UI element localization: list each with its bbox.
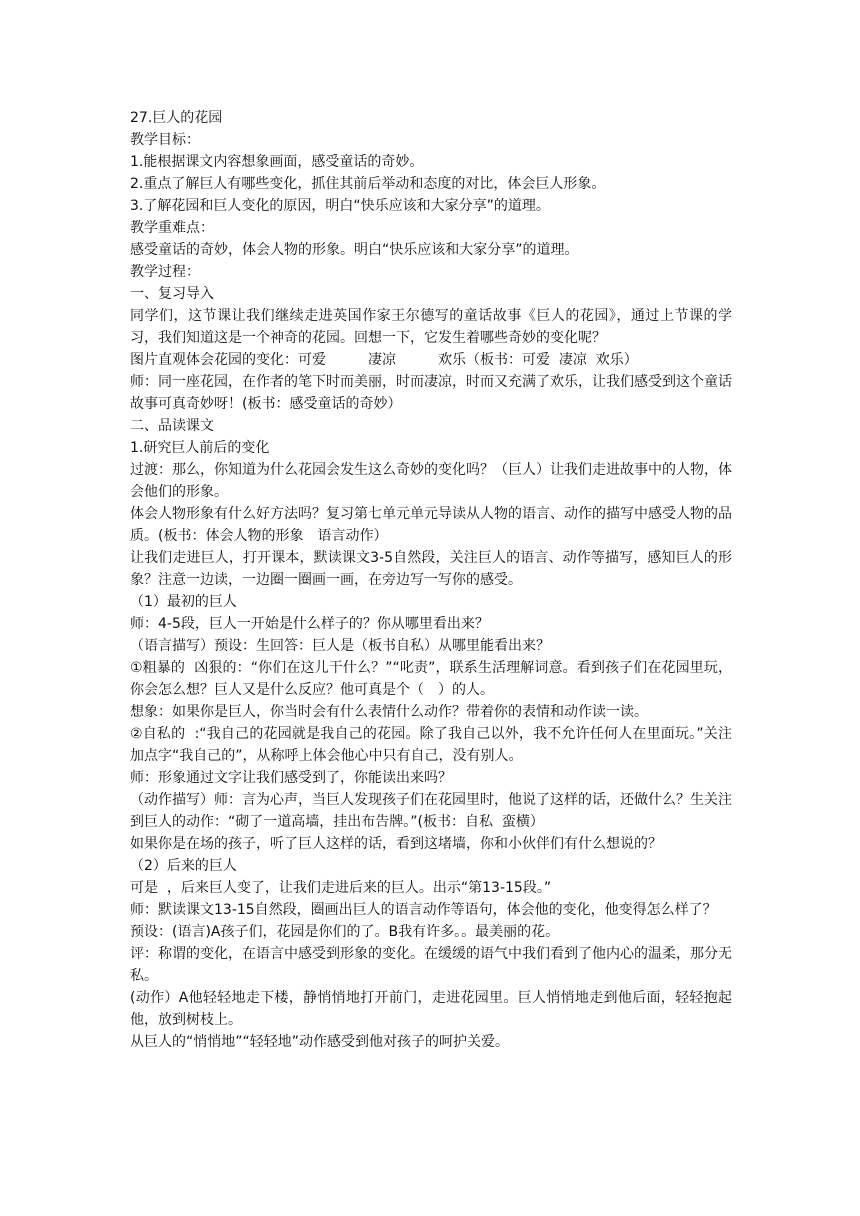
paragraph: 可是 ，后来巨人变了，让我们走进后来的巨人。出示“第13-15段。”	[130, 880, 552, 896]
paragraph: 2.重点了解巨人有哪些变化，抓住其前后举动和态度的对比，体会巨人形象。	[130, 176, 606, 192]
paragraph: 体会人物形象有什么好方法吗？复习第七单元单元导读从人物的语言、动作的描写中感受人物的品质。(板书：体会人物的形象 语言动作）	[130, 506, 732, 544]
document-title: 27.巨人的花园	[130, 110, 223, 126]
paragraph: 同学们，这节课让我们继续走进英国作家王尔德写的童话故事《巨人的花园》，通过上节课的学习，我们知道这是一个神奇的花园。回想一下，它发生着哪些奇妙的变化呢？	[130, 308, 732, 346]
paragraph: 师：同一座花园，在作者的笔下时而美丽，时而凄凉，时而又充满了欢乐，让我们感受到这个童话故事可真奇妙呀！(板书：感受童话的奇妙）	[130, 374, 732, 412]
paragraph: 1.能根据课文内容想象画面，感受童话的奇妙。	[130, 154, 424, 170]
paragraph: 想象：如果你是巨人，你当时会有什么表情什么动作？带着你的表情和动作读一读。	[130, 704, 648, 720]
paragraph: 如果你是在场的孩子，听了巨人这样的话，看到这堵墙，你和小伙伴们有什么想说的？	[130, 836, 662, 852]
paragraph: （语言描写）预设：生回答：巨人是（板书自私）从哪里能看出来？	[130, 638, 550, 654]
paragraph: 教学目标：	[130, 132, 200, 148]
paragraph: 师：形象通过文字让我们感受到了，你能读出来吗？	[130, 770, 452, 786]
paragraph: 过渡：那么，你知道为什么花园会发生这么奇妙的变化吗？（巨人）让我们走进故事中的人物，体会他们的形象。	[130, 462, 732, 500]
document-body	[130, 107, 732, 1053]
paragraph: 师：4-5段，巨人一开始是什么样子的？你从哪里看出来？	[130, 616, 489, 632]
section-heading: 一、复习导入	[130, 286, 214, 302]
paragraph: 评：称谓的变化，在语言中感受到形象的变化。在缓缓的语气中我们看到了他内心的温柔，那分无私。	[130, 946, 732, 984]
paragraph: 从巨人的“悄悄地”“轻轻地”动作感受到他对孩子的呵护关爱。	[130, 1034, 510, 1050]
paragraph: （动作描写）师：言为心声，当巨人发现孩子们在花园里时，他说了这样的话，还做什么？生关注到巨人的动作：“砌了一道高墙，挂出布告牌。”(板书：自私 蛮横）	[130, 792, 732, 830]
paragraph: 预设：(语言)A孩子们，花园是你们的了。B我有许多。。最美丽的花。	[130, 924, 560, 940]
subsection-heading: （1）最初的巨人	[130, 594, 237, 610]
paragraph: 感受童话的奇妙，体会人物的形象。明白“快乐应该和大家分享”的道理。	[130, 242, 579, 258]
paragraph: (动作）A他轻轻地走下楼，静悄悄地打开前门，走进花园里。巨人悄悄地走到他后面，轻轻抱起他，放到树枝上。	[130, 990, 732, 1028]
paragraph: 师：默读课文13-15自然段，圈画出巨人的语言动作等语句，体会他的变化，他变得怎么样了？	[130, 902, 717, 918]
paragraph: 3.了解花园和巨人变化的原因，明白“快乐应该和大家分享”的道理。	[130, 198, 550, 214]
subsection-heading: （2）后来的巨人	[130, 858, 237, 874]
section-heading: 二、品读课文	[130, 418, 214, 434]
subsection-heading: 1.研究巨人前后的变化	[130, 440, 270, 456]
paragraph: 图片直观体会花园的变化：可爱 凄凉 欢乐（板书：可爱 凄凉 欢乐）	[130, 352, 638, 368]
paragraph: 教学过程：	[130, 264, 200, 280]
paragraph: 让我们走进巨人，打开课本，默读课文3-5自然段，关注巨人的语言、动作等描写，感知巨人的形象？注意一边读，一边圈一圈画一画，在旁边写一写你的感受。	[130, 550, 732, 588]
paragraph: ①粗暴的 凶狠的：“你们在这儿干什么？”“叱责”，联系生活理解词意。看到孩子们在花园里玩，你会怎么想？巨人又是什么反应？他可真是个（ ）的人。	[130, 660, 732, 698]
paragraph: ②自私的 :“我自己的花园就是我自己的花园。除了我自己以外，我不允许任何人在里面玩。”关注加点字“我自己的”，从称呼上体会他心中只有自己，没有别人。	[130, 726, 732, 764]
paragraph: 教学重难点：	[130, 220, 214, 236]
